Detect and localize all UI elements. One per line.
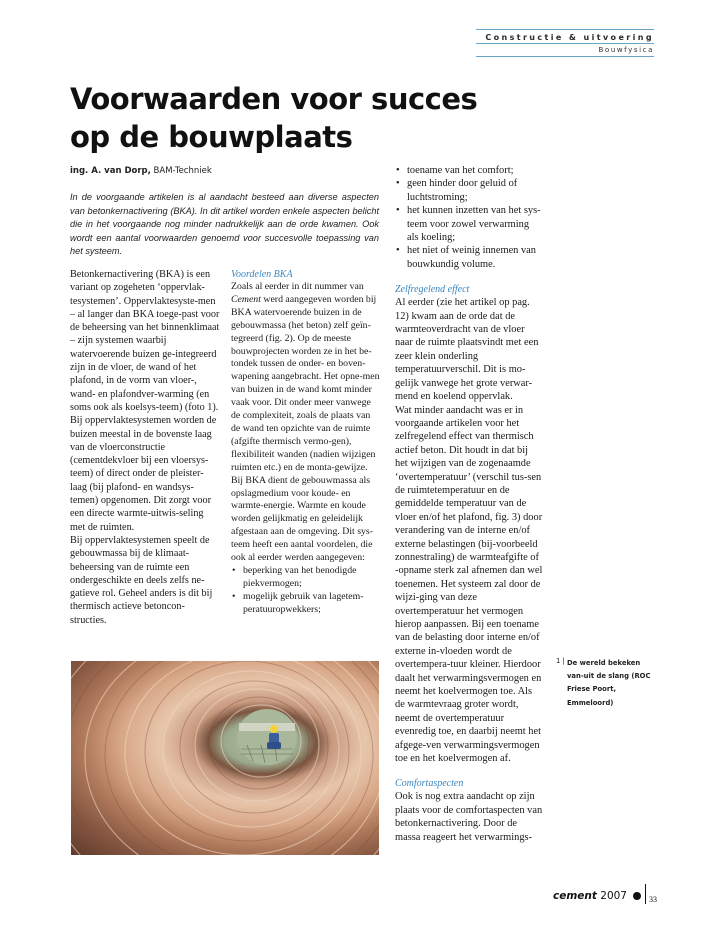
advantages-list-continued (395, 164, 543, 271)
footer-divider (645, 884, 646, 904)
footer-brand: cement (553, 890, 597, 902)
col1-paragraph-1: Betonkernactivering (BKA) is een variant op zogeheten ‘oppervlak-tesystemen’. Oppervlaktesyste-men – al langer dan BKA toege-past voor de beheersing van het binnenklimaat – zijn systemen waarbij watervoerende buizen ge-integreerd zijn in de vloer, de wand of het plafond, in de vorm van vloer-, wand- en plafondver-warming (en soms ook als koelsys-teem) (foto 1). (70, 269, 220, 413)
col1-paragraph-3: Bij oppervlaktesystemen speelt de gebouwmassa bij de klimaat-beheersing van de ruimte een ondergeschikte en deels zelfs ne-gatieve rol. Geheel anders is dit bij thermisch actieve betoncon-structies. (70, 534, 213, 626)
header-rule-top (476, 29, 654, 30)
col3-paragraph-1: Al eerder (zie het artikel op pag. 12) kwam aan de orde dat de warmteoverdracht van de vloer naar de ruimte plaatsvindt met een zeer klein onderling temperatuurverschil. Dit is mo-gelijk vanwege het grote verwar-mend en koelend oppervlak. (395, 297, 539, 403)
title-line-1: Voorwaarden voor succes (70, 82, 478, 116)
column-3 (395, 164, 543, 844)
footer-year: 2007 (600, 890, 627, 902)
list-item: • het niet of weinig innemen van bouwkundig volume. (395, 244, 543, 271)
photo-caption: De wereld bekeken van-uit de slang (ROC Friese Poort, Emmeloord) (567, 659, 651, 707)
subheading-zelfregelend: Zelfregelend effect (395, 284, 470, 296)
section-label: Constructie & uitvoering (485, 33, 654, 42)
col3-paragraph-2: Wat minder aandacht was er in voorgaande artikelen voor het zelfregelend effect van thermisch actief beton. Dit houdt in dat bij het wijzigen van de zogenaamde ‘overtemperatuur’ (verschil tus-sen de ruimtetemperatuur en de gemiddelde temperatuur van de vloer en/of het plafond, fig. 3) door verandering van de interne en/of externe belastingen (bij-voorbeeld zonnestraling) de warmteafgifte of -opname sterk zal afnemen dan wel toenemen. Het systeem zal door de wijzi-ging van deze overtemperatuur het vermogen hierop aanpassen. Bij een toename van de belasting door interne en/of externe in-vloeden wordt de overtempera-tuur kleiner. Hierdoor daalt het verwarmingsvermogen en neemt het koelvermogen toe. Als de warmtevraag groter wordt, neemt de overtemperatuur evenredig toe, en daarbij neemt het afgege-ven verwarmingsvermogen toe en het koelvermogen af. (395, 404, 543, 765)
header-rule-bottom (476, 56, 654, 57)
intro-paragraph: In de voorgaande artikelen is al aandacht besteed aan diverse aspecten van betonkernactivering (BKA). In dit artikel worden enkele aspecten belicht die in het voorgaande nog minder nadrukkelijk aan de orde kwamen. Ook wordt een aantal voorwaarden genoemd voor succesvolle toepassing van het systeem. (70, 192, 379, 257)
author-name: ing. A. van Dorp, (70, 166, 151, 176)
pipe-illustration (71, 661, 379, 855)
page-number: 33 (649, 895, 657, 904)
list-item: • toename van het comfort; (395, 164, 543, 177)
header-rule-middle (476, 43, 654, 44)
photo-pipe-view (71, 661, 379, 855)
subheading-comfort: Comfortaspecten (395, 778, 464, 790)
subheading-voordelen: Voordelen BKA (231, 269, 293, 280)
col3-paragraph-3: Ook is nog extra aandacht op zijn plaats voor de comfortaspecten van betonkernactivering. Door de massa reageert het verwarmings- (395, 791, 543, 843)
col2-paragraph-1: Zoals al eerder in dit nummer van Cement werd aangegeven worden bij BKA watervoerende buizen in de gebouwmassa (het beton) zelf geïn-tegreerd (fig. 2). Op de meeste bouwprojecten worden ze in het be-tondek tussen de onder- en boven-wapening aangebracht. Het opne-men van buizen in de wand komt minder vaak voor. Dit onder meer vanwege de complexiteit, zoals de plaats van de wand ten opzichte van de ruimte (afgifte thermisch vermo-gen), flexibiliteit wanden (nadien wijzigen ruimten etc.) en de monta-gewijze. (231, 281, 380, 473)
list-item: • beperking van het benodigde piekvermogen; (231, 565, 381, 591)
list-item: • geen hinder door geluid of luchtstroming; (395, 177, 543, 204)
column-2 (231, 268, 381, 617)
magazine-name: Cement (231, 293, 261, 305)
col2-paragraph-2: Bij BKA dient de gebouwmassa als opslagmedium voor koude- en warmte-energie. Warmte en koude worden gelijkmatig en geleidelijk afgestaan aan de omgeving. Dit sys-teem heeft een aantal voordelen, die ook al eerder werden aangegeven: (231, 474, 374, 564)
article-title (70, 80, 630, 156)
advantages-list (231, 565, 381, 617)
title-line-2: op de bouwplaats (70, 120, 353, 154)
author-affiliation: BAM-Techniek (150, 166, 212, 176)
subsection-label: Bouwfysica (598, 46, 654, 54)
caption-number: 1 | (556, 657, 565, 665)
column-1 (70, 268, 220, 627)
footer-logo-icon (633, 892, 641, 900)
footer (553, 890, 645, 902)
byline (70, 166, 212, 176)
list-item: • mogelijk gebruik van lagetem-peratuuropwekkers; (231, 591, 381, 617)
list-item: • het kunnen inzetten van het sys-teem voor zowel verwarming als koeling; (395, 204, 543, 244)
col1-paragraph-2: Bij oppervlaktesystemen worden de buizen meestal in de bovenste laag van de vloerconstructie (cementdekvloer bij een vloersys-teem) of direct onder de pleister-laag (bij plafond- en wandsys-temen) opgenomen. Dit zorgt voor een directe warmte-uitwis-seling met de ruimten. (70, 415, 217, 533)
